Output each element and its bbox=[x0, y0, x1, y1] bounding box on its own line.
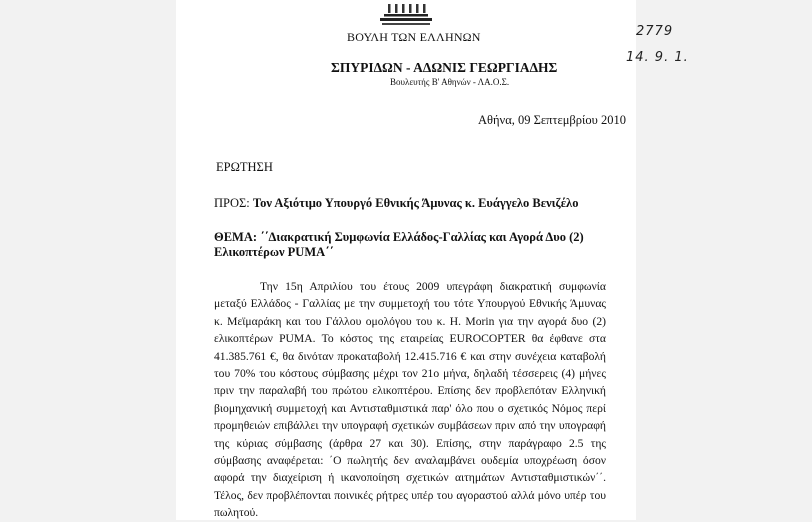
handwritten-date: 14. 9. 1. bbox=[626, 50, 689, 65]
subject-text: ΄΄Διακρατική Συμφωνία Ελλάδος-Γαλλίας και Αγορά Δυο (2) Ελικοπτέρων PUMA΄΄ bbox=[214, 230, 584, 259]
recipient-text: Τον Αξιότιμο Υπουργό Εθνικής Άμυνας κ. Ευάγγελο Βενιζέλο bbox=[252, 196, 579, 210]
document-heading: ΕΡΩΤΗΣΗ bbox=[216, 160, 273, 174]
subject-label: ΘΕΜΑ: bbox=[214, 230, 258, 244]
recipient-label: ΠΡΟΣ: bbox=[214, 196, 250, 210]
mp-role: Βουλευτής Β' Αθηνών - ΛΑ.Ο.Σ. bbox=[390, 77, 510, 87]
mp-name: ΣΠΥΡΙΔΩΝ - ΑΔΩΝΙΣ ΓΕΩΡΓΙΑΔΗΣ bbox=[331, 60, 558, 75]
body-text: Την 15η Απριλίου του έτους 2009 υπεγράφη διακρατική συμφωνία μεταξύ Ελλάδος - Γαλλίας με την συμμετοχή του τότε Υπουργού Εθνικής Άμυνας κ. Μεϊμαράκη και του Γάλλου ομολόγου του κ. Η. Morin για την αγορά δυο (2) ελικοπτέρων PUMA. Το κόστος της εταιρείας EUROCOPTER θα έφθανε στα 41.385.761 €, θα δινόταν προκαταβολή 12.415.716 € και στην συνέχεια καταβολή του 70% του κόστους σύμβασης μέχρι τον 21ο μήνα, δηλαδή τέσσερεις (4) μήνες πριν την παραλαβή του πρώτου ελικοπτέρου. Επίσης δεν προβλεπόταν Ελληνική βιομηχανική συμμετοχή και Αντισταθμιστικά παρ' όλο που ο σχετικός Νόμος περί προμηθειών επιβάλλει την υπογραφή σχετικών συμβάσεων πριν από την υπογραφή της κύριας σύμβασης (άρθρα 27 και 30). Επίσης, στην παράγραφο 2.5 της σύμβασης αναφέρεται: ΄Ο πωλητής δεν αναλαμβάνει ουδεμία υποχρέωση όσον αφορά την διαχείριση ή ικανοποίηση σχετικών αιτημάτων Αντισταθμιστικών΄΄. Τέλος, δεν προβλέπονται ποινικές ρήτρες υπέρ του αγοραστού αλλά μόνο υπέρ του πωλητού. bbox=[214, 280, 606, 520]
parliament-title: ΒΟΥΛΗ ΤΩΝ ΕΛΛΗΝΩΝ bbox=[347, 30, 481, 44]
parliament-emblem-icon bbox=[376, 0, 436, 26]
handwritten-number: 2779 bbox=[636, 24, 674, 39]
date-line: Αθήνα, 09 Σεπτεμβρίου 2010 bbox=[478, 113, 626, 127]
subject-line bbox=[214, 230, 614, 260]
body-paragraph bbox=[214, 278, 606, 522]
handwritten-annotation bbox=[626, 0, 812, 70]
letter-page bbox=[176, 0, 636, 520]
recipient-line bbox=[214, 196, 578, 211]
